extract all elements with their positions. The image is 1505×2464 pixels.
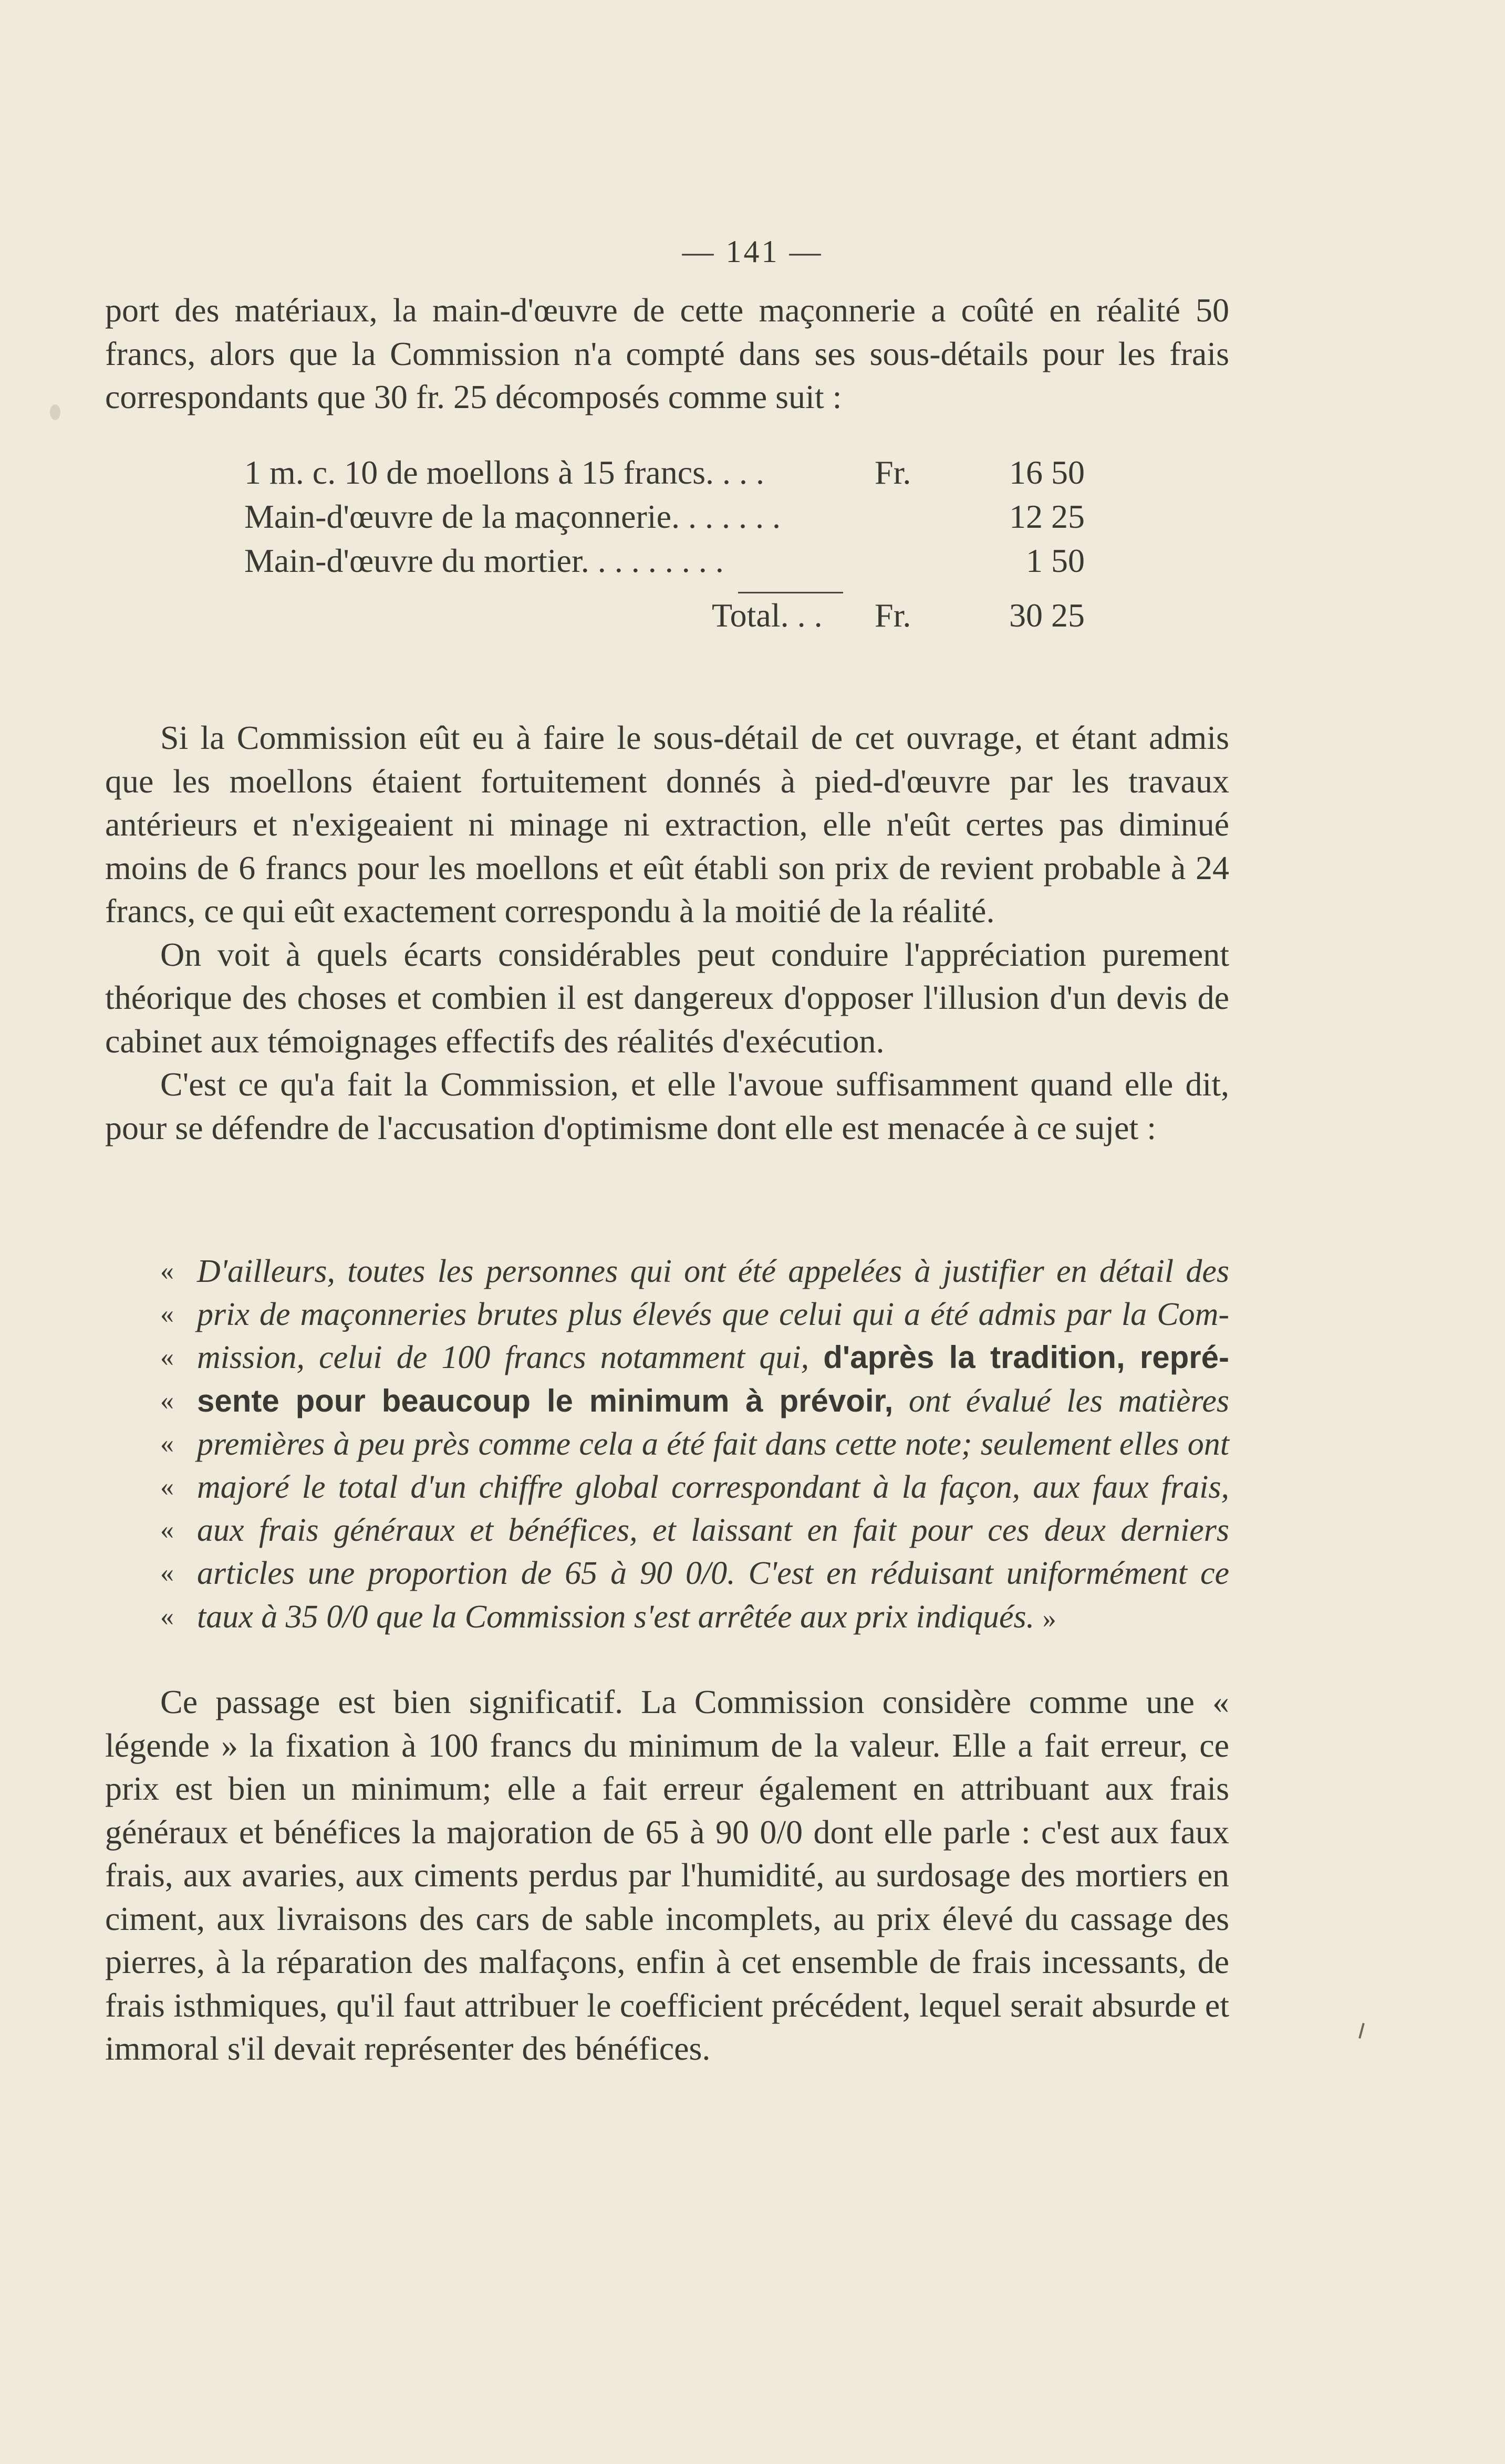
quote-line (105, 1509, 1229, 1552)
quote-italic: ont évalué les matières (908, 1383, 1229, 1419)
quote-line (105, 1466, 1229, 1509)
paragraph: Si la Commission eût eu à faire le sous-détail de cet ouvrage, et étant admis que les moellons étaient fortuitement donnés à pied-d'œuvre par les travaux antérieurs et n'exigeaient ni minage ni extraction, elle n'eût certes pas diminué moins de 6 francs pour les moellons et eût établi son prix de revient probable à 24 francs, ce qui eût exactement correspondu à la moitié de la réalité. (105, 719, 1229, 930)
cost-amount: 16 50 (1009, 454, 1085, 491)
quote-bold: sente pour beaucoup le minimum à prévoir, (197, 1383, 894, 1418)
paper-blemish (50, 404, 60, 420)
quote-text (160, 1380, 1229, 1423)
quote-text: premières à peu près comme cela a été fait dans cette note; seulement elles ont (197, 1426, 1229, 1462)
quote-italic: mission, celui de 100 francs notamment qui, (197, 1340, 809, 1376)
quote-text: prix de maçonneries brutes plus élevés que celui qui a été admis par la Com- (197, 1297, 1229, 1333)
quote-bold: d'après la tradition, repré- (823, 1340, 1230, 1375)
quote-mark: « (160, 1558, 174, 1589)
cost-label: Main-d'œuvre de la maçonnerie. . . . . . . (244, 498, 781, 535)
page-number: — 141 — (682, 234, 823, 269)
total-currency: Fr. (875, 597, 911, 634)
cost-label: Main-d'œuvre du mortier. . . . . . . . . (244, 542, 724, 579)
quote-text: aux frais généraux et bénéfices, et laissant en fait pour ces deux derniers (197, 1512, 1229, 1549)
body-section-2 (105, 1680, 1229, 2071)
cost-row (244, 451, 1085, 495)
cost-amount: 1 50 (1026, 542, 1085, 579)
quote-line (105, 1552, 1229, 1595)
quote-line (105, 1250, 1229, 1293)
quote-mark: « (160, 1256, 174, 1286)
quote-mark: « (160, 1428, 174, 1459)
quote-mark: « (160, 1601, 174, 1632)
quote-close-mark: » (1042, 1603, 1056, 1634)
cost-label: 1 m. c. 10 de moellons à 15 francs. . . . (244, 454, 764, 491)
total-label: Total. . . (712, 597, 823, 634)
cost-total-row (244, 593, 1085, 638)
quote-text (160, 1336, 1229, 1379)
paragraph: C'est ce qu'a fait la Commission, et elle l'avoue suffisamment quand elle dit, pour se défendre de l'accusation d'optimisme dont elle est menacée à ce sujet : (105, 1066, 1229, 1146)
quote-text: articles une proportion de 65 à 90 0/0. C'est en réduisant uniformément ce (197, 1555, 1229, 1592)
margin-mark (1358, 2023, 1365, 2039)
quote-text: D'ailleurs, toutes les personnes qui ont été appelées à justifier en détail des (197, 1254, 1229, 1289)
cost-row (244, 495, 1085, 539)
cost-currency: Fr. (875, 454, 911, 491)
body-section-1 (105, 716, 1229, 1150)
intro-text: port des matériaux, la main-d'œuvre de cette maçonnerie a coûté en réalité 50 francs, alors que la Commission n'a compté dans ses sous-détails pour les frais correspondants que 30 fr. 25 décomposés comme suit : (105, 291, 1229, 415)
quote-mark: « (160, 1472, 174, 1502)
total-amount: 30 25 (1009, 597, 1085, 634)
quote-line (105, 1380, 1229, 1423)
quote-mark: « (160, 1385, 174, 1416)
quote-line (105, 1595, 1229, 1641)
quote-mark: « (160, 1299, 174, 1330)
total-rule (738, 592, 843, 593)
block-quote (105, 1250, 1229, 1641)
quote-text: majoré le total d'un chiffre global correspondant à la façon, aux faux frais, (197, 1469, 1229, 1506)
cost-amount: 12 25 (1009, 498, 1085, 535)
quote-line (105, 1293, 1229, 1336)
quote-mark: « (160, 1515, 174, 1546)
quote-line (105, 1423, 1229, 1466)
paragraph: Ce passage est bien significatif. La Commission considère comme une « légende » la fixation à 100 francs du minimum de la valeur. Elle a fait erreur, ce prix est bien un minimum; elle a fait erreur également en attribuant aux frais généraux et bénéfices la majoration de 65 à 90 0/0 dont elle parle : c'est aux faux frais, aux avaries, aux ciments perdus par l'humidité, au surdosage des mortiers en ciment, aux livraisons des cars de sable incomplets, au prix élevé du cassage des pierres, à la réparation des malfaçons, enfin à cet ensemble de frais incessants, de frais isthmiques, qu'il faut attribuer le coefficient précédent, lequel serait absurde et immoral s'il devait représenter des bénéfices. (105, 1683, 1229, 2067)
paragraph: On voit à quels écarts considérables peut conduire l'appréciation purement théorique des choses et combien il est dangereux d'opposer l'illusion d'un devis de cabinet aux témoignages effectifs des réalités d'exécution. (105, 935, 1229, 1060)
quote-line (105, 1336, 1229, 1379)
quote-mark: « (160, 1342, 174, 1373)
cost-row (244, 539, 1085, 583)
intro-paragraph (105, 289, 1229, 419)
quote-text (160, 1595, 1229, 1641)
cost-table (244, 451, 1085, 638)
quote-italic: taux à 35 0/0 que la Commission s'est arrêtée aux prix indiqués. (197, 1599, 1035, 1635)
